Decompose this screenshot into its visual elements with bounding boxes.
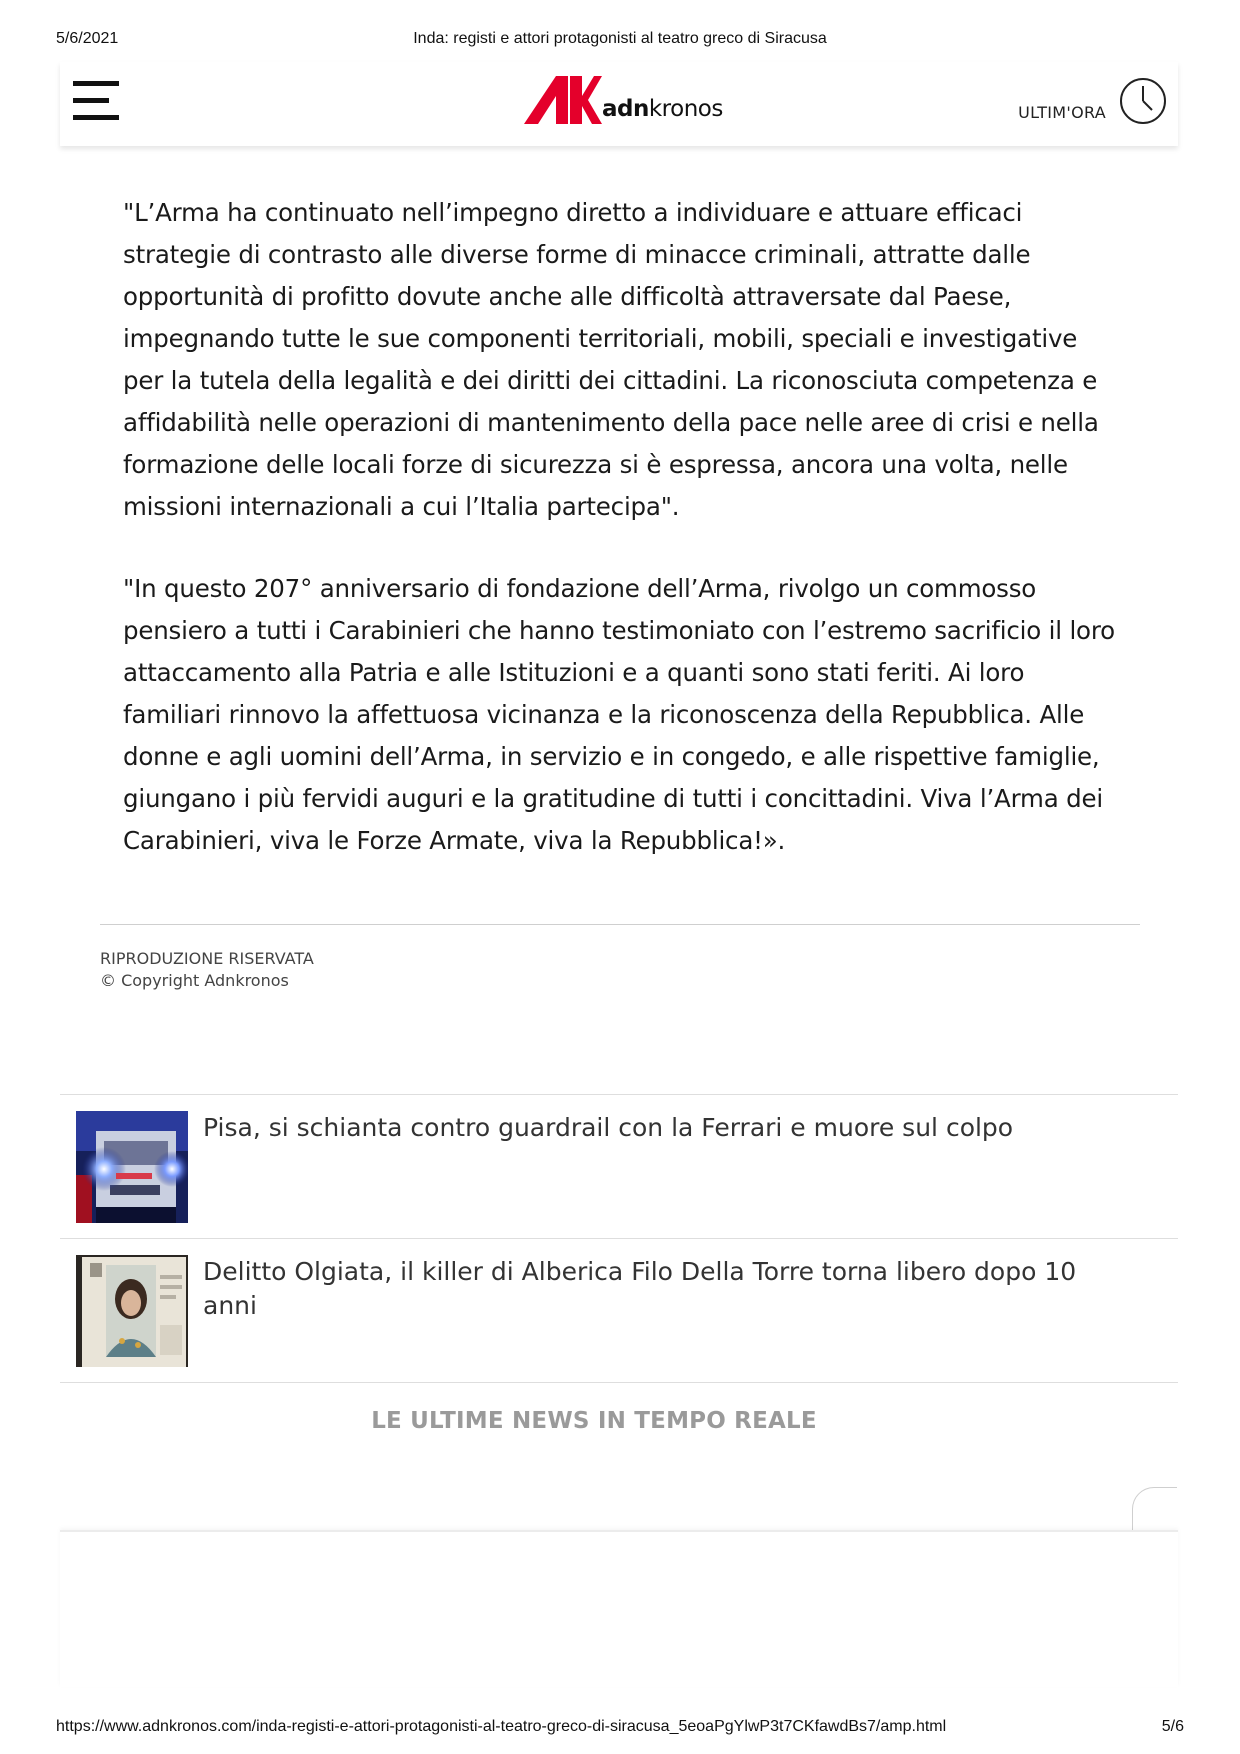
related-thumbnail-id-card[interactable]: [76, 1255, 188, 1367]
print-date: 5/6/2021: [56, 30, 119, 47]
related-thumbnail-ambulance[interactable]: [76, 1111, 188, 1223]
article-paragraph: "L’Arma ha continuato nell’impegno diretto a individuare e attuare efficaci strategie di contrasto alle diverse forme di minacce criminali, attratte dalle opportunità di profitto dovute anche alle difficoltà attraversate dal Paese, impegnando tutte le sue componenti territoriali, mobili, speciali e investigative per la tutela della legalità e dei diritti dei cittadini. La riconosciuta competenza e affidabilità nelle operazioni di mantenimento della pace nelle aree di crisi e nella formazione delle locali forze di sicurezza si è espressa, ancora una volta, nelle missioni internazionali a cui l’Italia partecipa".: [123, 198, 1099, 521]
clock-icon: [1118, 76, 1168, 126]
article-divider: [100, 924, 1140, 925]
id-card-image: [76, 1255, 188, 1367]
print-footer: [56, 1718, 1184, 1740]
ambulance-image: [76, 1111, 188, 1223]
latest-news-title: LE ULTIME NEWS IN TEMPO REALE: [371, 1408, 817, 1434]
adnkronos-logo[interactable]: [522, 72, 723, 128]
ultimora-button[interactable]: [1008, 76, 1168, 126]
article-paragraph: "In questo 207° anniversario di fondazione dell’Arma, rivolgo un commosso pensiero a tutti i Carabinieri che hanno testimoniato con l’estremo sacrificio il loro attaccamento alla Patria e alle Istituzioni e a quanti sono stati feriti. Ai loro familiari rinnovo la affettuosa vicinanza e la riconoscenza della Repubblica. Alle donne e agli uomini dell’Arma, in servizio e in congedo, e alle rispettive famiglie, giungano i più fervidi auguri e la gratitudine di tutti i concittadini. Viva l’Arma dei Carabinieri, viva le Forze Armate, viva la Repubblica!».: [123, 574, 1115, 855]
logo-mark-icon: [522, 72, 602, 128]
related-item-olgiata[interactable]: [60, 1239, 1178, 1382]
hamburger-icon: [73, 81, 119, 86]
page-number: 5/6: [1161, 1718, 1184, 1735]
scroll-tab[interactable]: [1132, 1487, 1177, 1532]
site-header: [60, 62, 1178, 146]
rights-reserved: RIPRODUZIONE RISERVATA: [100, 949, 314, 968]
copyright-notice: [100, 948, 314, 992]
article-body: [123, 192, 1123, 902]
related-headline[interactable]: Delitto Olgiata, il killer di Alberica Filo Della Torre torna libero dopo 10 anni: [203, 1257, 1077, 1320]
related-item-pisa[interactable]: [60, 1095, 1178, 1238]
related-headline[interactable]: Pisa, si schianta contro guardrail con la Ferrari e muore sul colpo: [203, 1113, 1014, 1142]
print-header: [56, 30, 1184, 54]
print-url: https://www.adnkronos.com/inda-registi-e-attori-protagonisti-al-teatro-greco-di-siracusa_5eoaPgYlwP3t7CKfawdBs7/amp.html: [56, 1718, 947, 1735]
latest-news-panel: [60, 1530, 1178, 1687]
ultimora-label: ULTIM'ORA: [1018, 103, 1106, 122]
logo-text: adnkronos: [602, 96, 723, 122]
print-title: Inda: registi e attori protagonisti al teatro greco di Siracusa: [413, 30, 827, 47]
menu-button[interactable]: [73, 81, 119, 121]
copyright-text: © Copyright Adnkronos: [100, 971, 289, 990]
related-articles: [60, 1094, 1178, 1383]
